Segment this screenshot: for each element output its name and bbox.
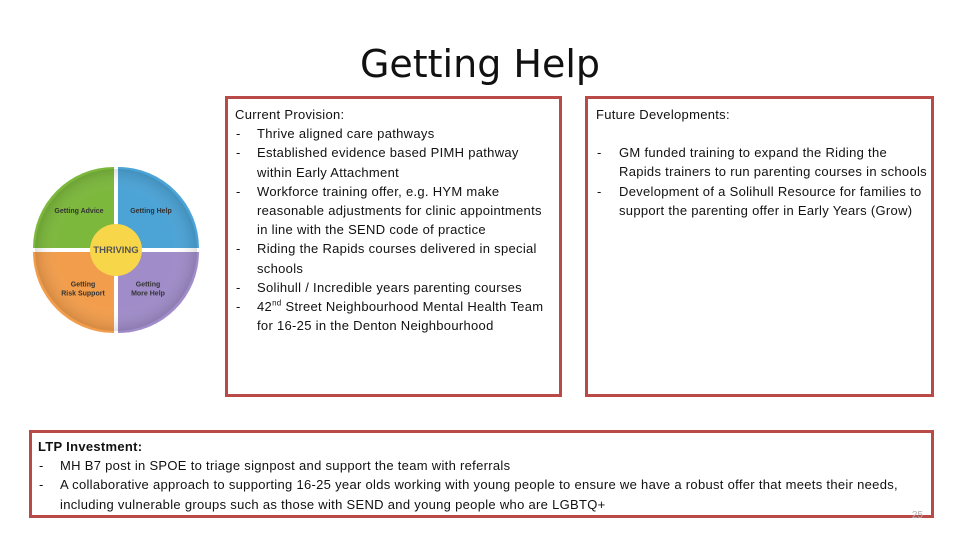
list-item: - Thrive aligned care pathways: [235, 124, 553, 143]
ltp-investment-box: [29, 430, 934, 518]
page-title: Getting Help: [359, 42, 601, 86]
current-provision-list: [235, 124, 553, 335]
list-item: - Development of a Solihull Resource for families to support the parenting offer in Early Years (Grow): [596, 182, 930, 220]
label-getting-risk-support: Getting Risk Support: [61, 281, 105, 298]
ltp-investment-list: [38, 456, 928, 514]
list-item: - MH B7 post in SPOE to triage signpost and support the team with referrals: [38, 456, 928, 475]
label-getting-advice: Getting Advice: [54, 208, 104, 215]
list-item: - GM funded training to expand the Riding the Rapids trainers to run parenting courses in schools: [596, 143, 930, 181]
current-provision-heading: Current Provision:: [235, 107, 345, 122]
list-item: - Established evidence based PIMH pathway within Early Attachment: [235, 143, 553, 181]
list-item: - Solihull / Incredible years parenting courses: [235, 278, 553, 297]
list-item: - Workforce training offer, e.g. HYM make reasonable adjustments for clinic appointments in line with the SEND code of practice: [235, 182, 553, 240]
list-item: - A collaborative approach to supporting 16-25 year olds working with young people to ensure we have a robust offer that meets their needs, including vulnerable groups such as those with SEND and young people who are LGBTQ+: [38, 475, 928, 513]
future-developments-box: [585, 96, 934, 397]
label-getting-help: Getting Help: [130, 208, 172, 215]
thriving-label: THRIVING: [93, 245, 139, 256]
thrive-wheel: [33, 167, 199, 333]
page-number: 25: [911, 510, 923, 521]
ltp-investment-heading: LTP Investment:: [38, 439, 143, 454]
future-developments-heading: Future Developments:: [596, 107, 730, 122]
list-item: - 42nd Street Neighbourhood Mental Health Team for 16-25 in the Denton Neighbourhood: [235, 297, 553, 335]
label-getting-more-help: Getting More Help: [131, 281, 165, 298]
list-item: - Riding the Rapids courses delivered in special schools: [235, 239, 553, 277]
current-provision-box: [225, 96, 562, 397]
future-developments-list: [596, 143, 930, 220]
